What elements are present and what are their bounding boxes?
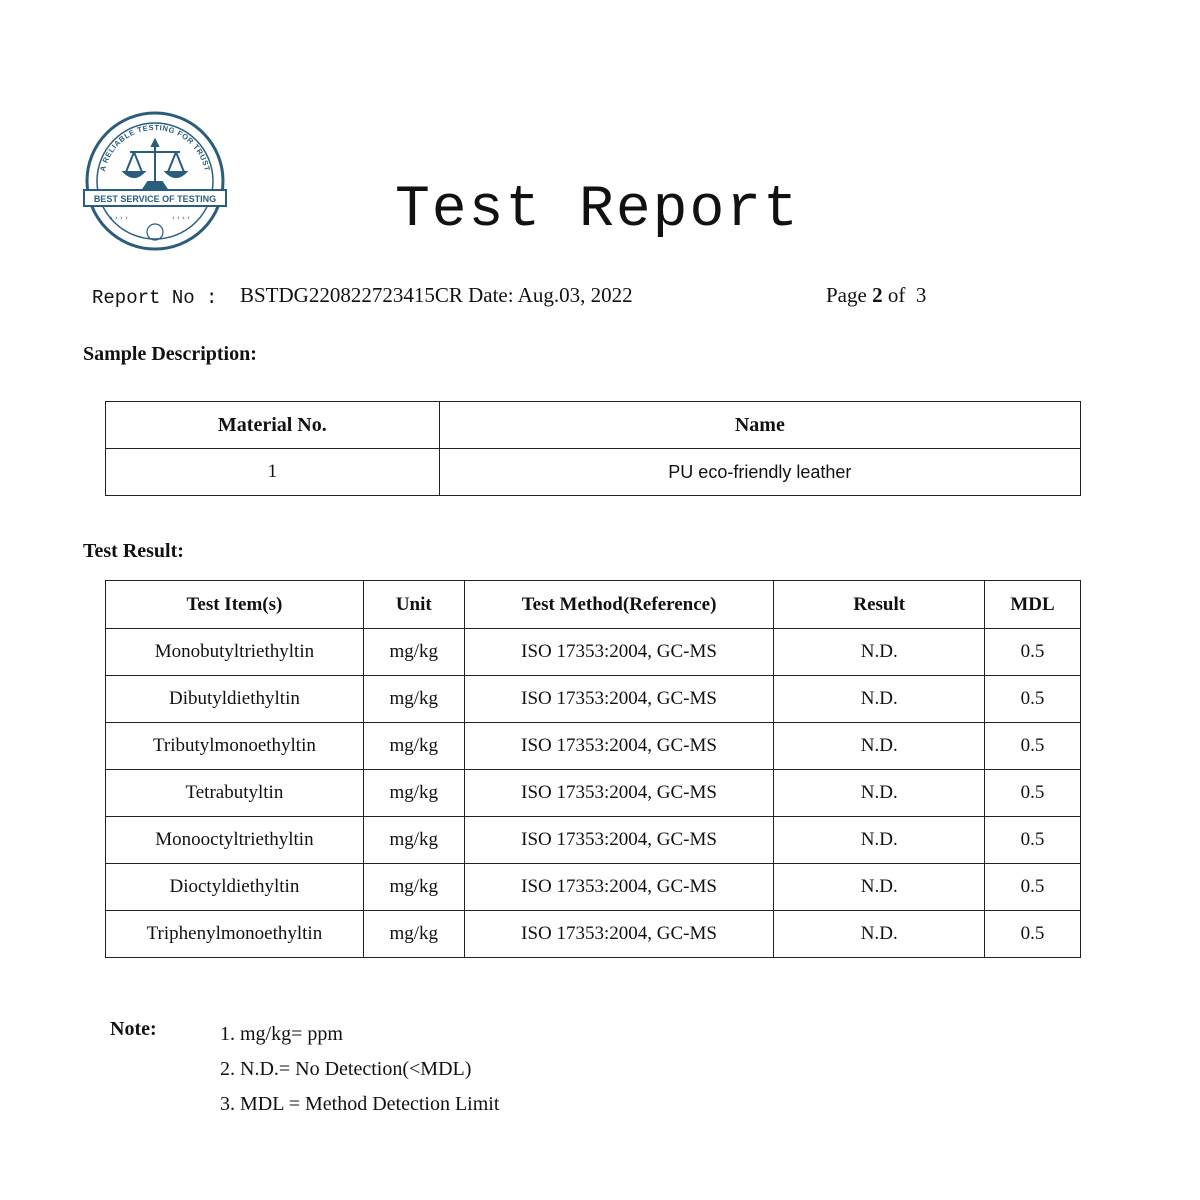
method-cell: ISO 17353:2004, GC-MS — [464, 864, 774, 911]
logo-banner-text: BEST SERVICE OF TESTING — [93, 194, 217, 204]
unit-cell: mg/kg — [363, 770, 464, 817]
method-cell: ISO 17353:2004, GC-MS — [464, 629, 774, 676]
test-item-cell: Dibutyldiethyltin — [106, 676, 364, 723]
sample-table — [105, 401, 1081, 496]
mdl-cell: 0.5 — [985, 676, 1081, 723]
result-cell: N.D. — [774, 817, 985, 864]
note-list — [220, 1017, 499, 1122]
unit-cell: mg/kg — [363, 723, 464, 770]
page-indicator — [826, 283, 926, 308]
method-cell: ISO 17353:2004, GC-MS — [464, 817, 774, 864]
result-cell: N.D. — [774, 770, 985, 817]
result-cell: N.D. — [774, 864, 985, 911]
unit-cell: mg/kg — [363, 629, 464, 676]
test-item-cell: Monooctyltriethyltin — [106, 817, 364, 864]
test-item-cell: Monobutyltriethyltin — [106, 629, 364, 676]
table-row — [106, 723, 1081, 770]
method-cell: ISO 17353:2004, GC-MS — [464, 770, 774, 817]
note-item: 3. MDL = Method Detection Limit — [220, 1093, 500, 1115]
unit-cell: mg/kg — [363, 817, 464, 864]
result-cell: N.D. — [774, 911, 985, 958]
method-cell: ISO 17353:2004, GC-MS — [464, 723, 774, 770]
mdl-cell: 0.5 — [985, 723, 1081, 770]
page-total: 3 — [915, 283, 927, 307]
result-cell: N.D. — [774, 723, 985, 770]
unit-cell: mg/kg — [363, 676, 464, 723]
material-no-cell: 1 — [106, 449, 440, 496]
header-unit: Unit — [363, 581, 464, 629]
table-row — [106, 864, 1081, 911]
unit-cell: mg/kg — [363, 911, 464, 958]
result-cell: N.D. — [774, 629, 985, 676]
material-name-cell: PU eco-friendly leather — [439, 449, 1080, 496]
test-item-cell: Tetrabutyltin — [106, 770, 364, 817]
table-row — [106, 770, 1081, 817]
report-number-date: BSTDG220822723415CR Date: Aug.03, 2022 — [240, 283, 633, 307]
header-mdl: MDL — [985, 581, 1081, 629]
results-section-title: Test Result: — [83, 540, 184, 562]
results-table — [105, 580, 1081, 958]
header-material-no: Material No. — [106, 402, 440, 449]
table-row — [106, 911, 1081, 958]
note-label: Note: — [110, 1018, 157, 1040]
svg-text:› › › ›: › › › › — [110, 214, 128, 222]
unit-cell: mg/kg — [363, 864, 464, 911]
page-current: 2 — [872, 283, 883, 307]
table-row — [106, 629, 1081, 676]
note-item: 1. mg/kg= ppm — [220, 1023, 343, 1045]
header-test-method: Test Method(Reference) — [464, 581, 774, 629]
table-row — [106, 817, 1081, 864]
mdl-cell: 0.5 — [985, 629, 1081, 676]
test-item-cell: Triphenylmonoethyltin — [106, 911, 364, 958]
page-prefix: Page — [826, 283, 867, 307]
logo-ring-text: A RELIABLE TESTING FOR TRUST — [97, 122, 213, 173]
test-item-cell: Dioctyldiethyltin — [106, 864, 364, 911]
method-cell: ISO 17353:2004, GC-MS — [464, 911, 774, 958]
result-cell: N.D. — [774, 676, 985, 723]
svg-text:‹ ‹ ‹ ‹: ‹ ‹ ‹ ‹ — [172, 214, 190, 222]
sample-section-title: Sample Description: — [83, 343, 257, 365]
test-item-cell: Tributylmonoethyltin — [106, 723, 364, 770]
note-item: 2. N.D.= No Detection(<MDL) — [220, 1058, 472, 1080]
company-logo — [82, 108, 228, 254]
header-result: Result — [774, 581, 985, 629]
method-cell: ISO 17353:2004, GC-MS — [464, 676, 774, 723]
table-row — [106, 676, 1081, 723]
page-of: of — [887, 283, 906, 307]
header-name: Name — [439, 402, 1080, 449]
mdl-cell: 0.5 — [985, 817, 1081, 864]
mdl-cell: 0.5 — [985, 911, 1081, 958]
report-title: Test Report — [395, 178, 800, 243]
table-row — [106, 449, 1081, 496]
report-number-label: Report No : — [92, 287, 218, 309]
mdl-cell: 0.5 — [985, 770, 1081, 817]
mdl-cell: 0.5 — [985, 864, 1081, 911]
header-test-item: Test Item(s) — [106, 581, 364, 629]
